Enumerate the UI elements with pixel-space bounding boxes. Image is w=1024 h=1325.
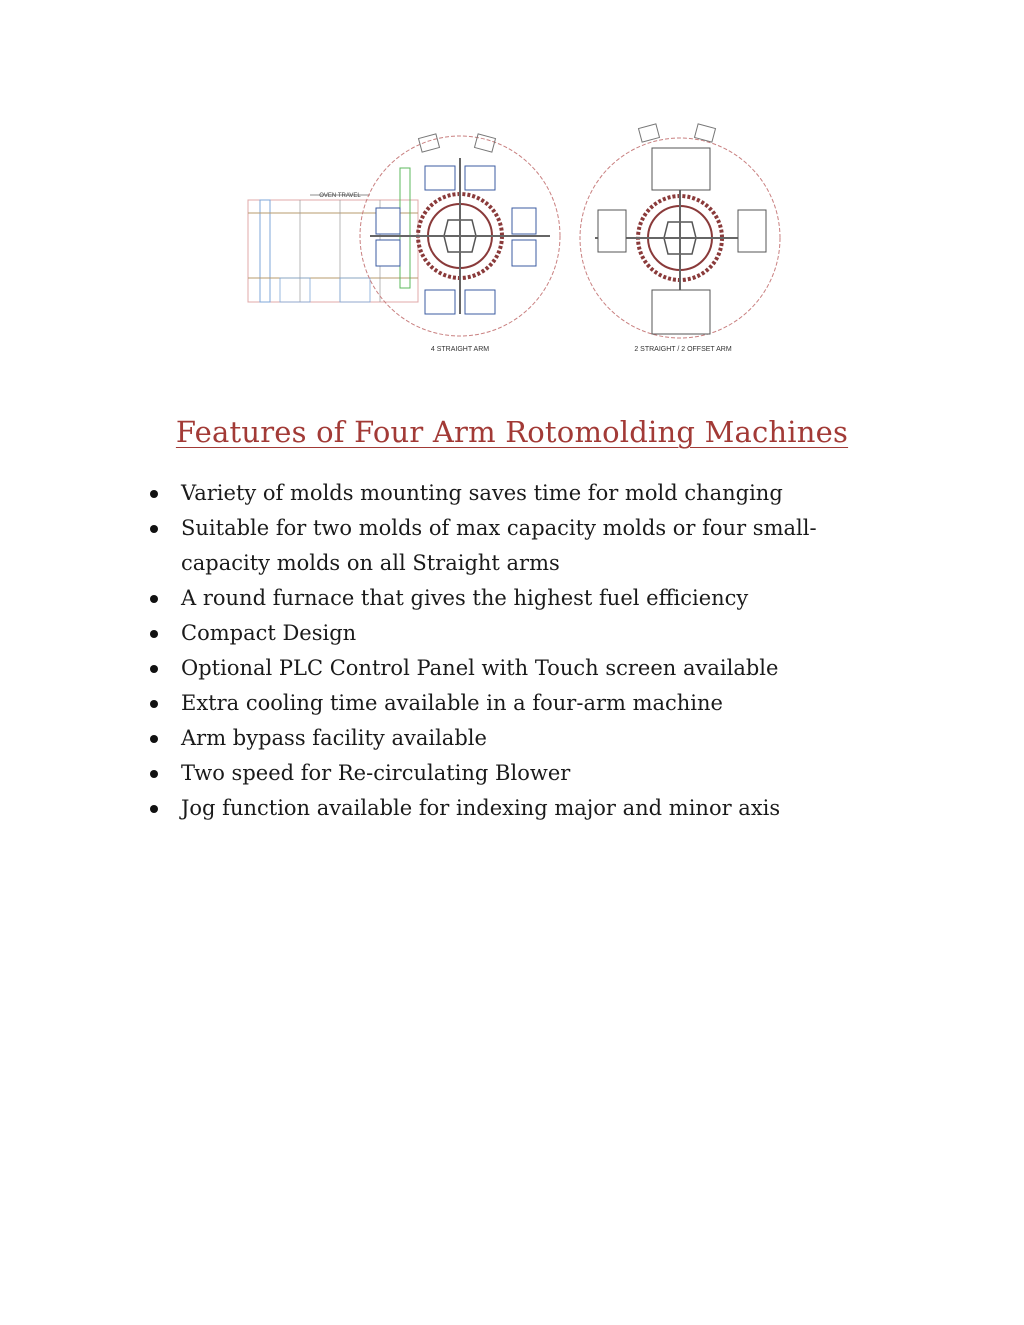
bullet-icon <box>150 735 158 743</box>
bullet-icon <box>150 805 158 813</box>
list-item: Jog function available for indexing major and minor axis <box>150 791 850 826</box>
list-item: Compact Design <box>150 616 850 651</box>
bullet-icon <box>150 595 158 603</box>
list-item: Optional PLC Control Panel with Touch screen available <box>150 651 850 686</box>
bullet-icon <box>150 525 158 533</box>
bullet-icon <box>150 700 158 708</box>
layout-drawing <box>240 118 790 363</box>
bullet-icon <box>150 665 158 673</box>
bullet-icon <box>150 490 158 498</box>
list-item-continuation: capacity molds on all Straight arms <box>181 551 560 575</box>
list-item: A round furnace that gives the highest fuel efficiency <box>150 581 850 616</box>
left-figure-caption: 4 STRAIGHT ARM <box>430 346 490 353</box>
list-item: Suitable for two molds of max capacity molds or four small- <box>150 511 850 546</box>
bullet-icon <box>150 630 158 638</box>
four-straight-arm-drawing <box>248 134 560 353</box>
bullet-icon <box>150 770 158 778</box>
machine-layout-figure <box>240 118 790 363</box>
list-item: Extra cooling time available in a four-arm machine <box>150 686 850 721</box>
features-list <box>150 476 850 826</box>
list-item: Arm bypass facility available <box>150 721 850 756</box>
right-figure-caption: 2 STRAIGHT / 2 OFFSET ARM <box>634 346 732 353</box>
page-title: Features of Four Arm Rotomolding Machines <box>175 415 849 449</box>
list-item: Variety of molds mounting saves time for mold changing <box>150 476 850 511</box>
offset-arm-drawing <box>580 124 780 353</box>
list-item: Two speed for Re-circulating Blower <box>150 756 850 791</box>
oven-travel-label: OVEN TRAVEL <box>319 193 361 199</box>
